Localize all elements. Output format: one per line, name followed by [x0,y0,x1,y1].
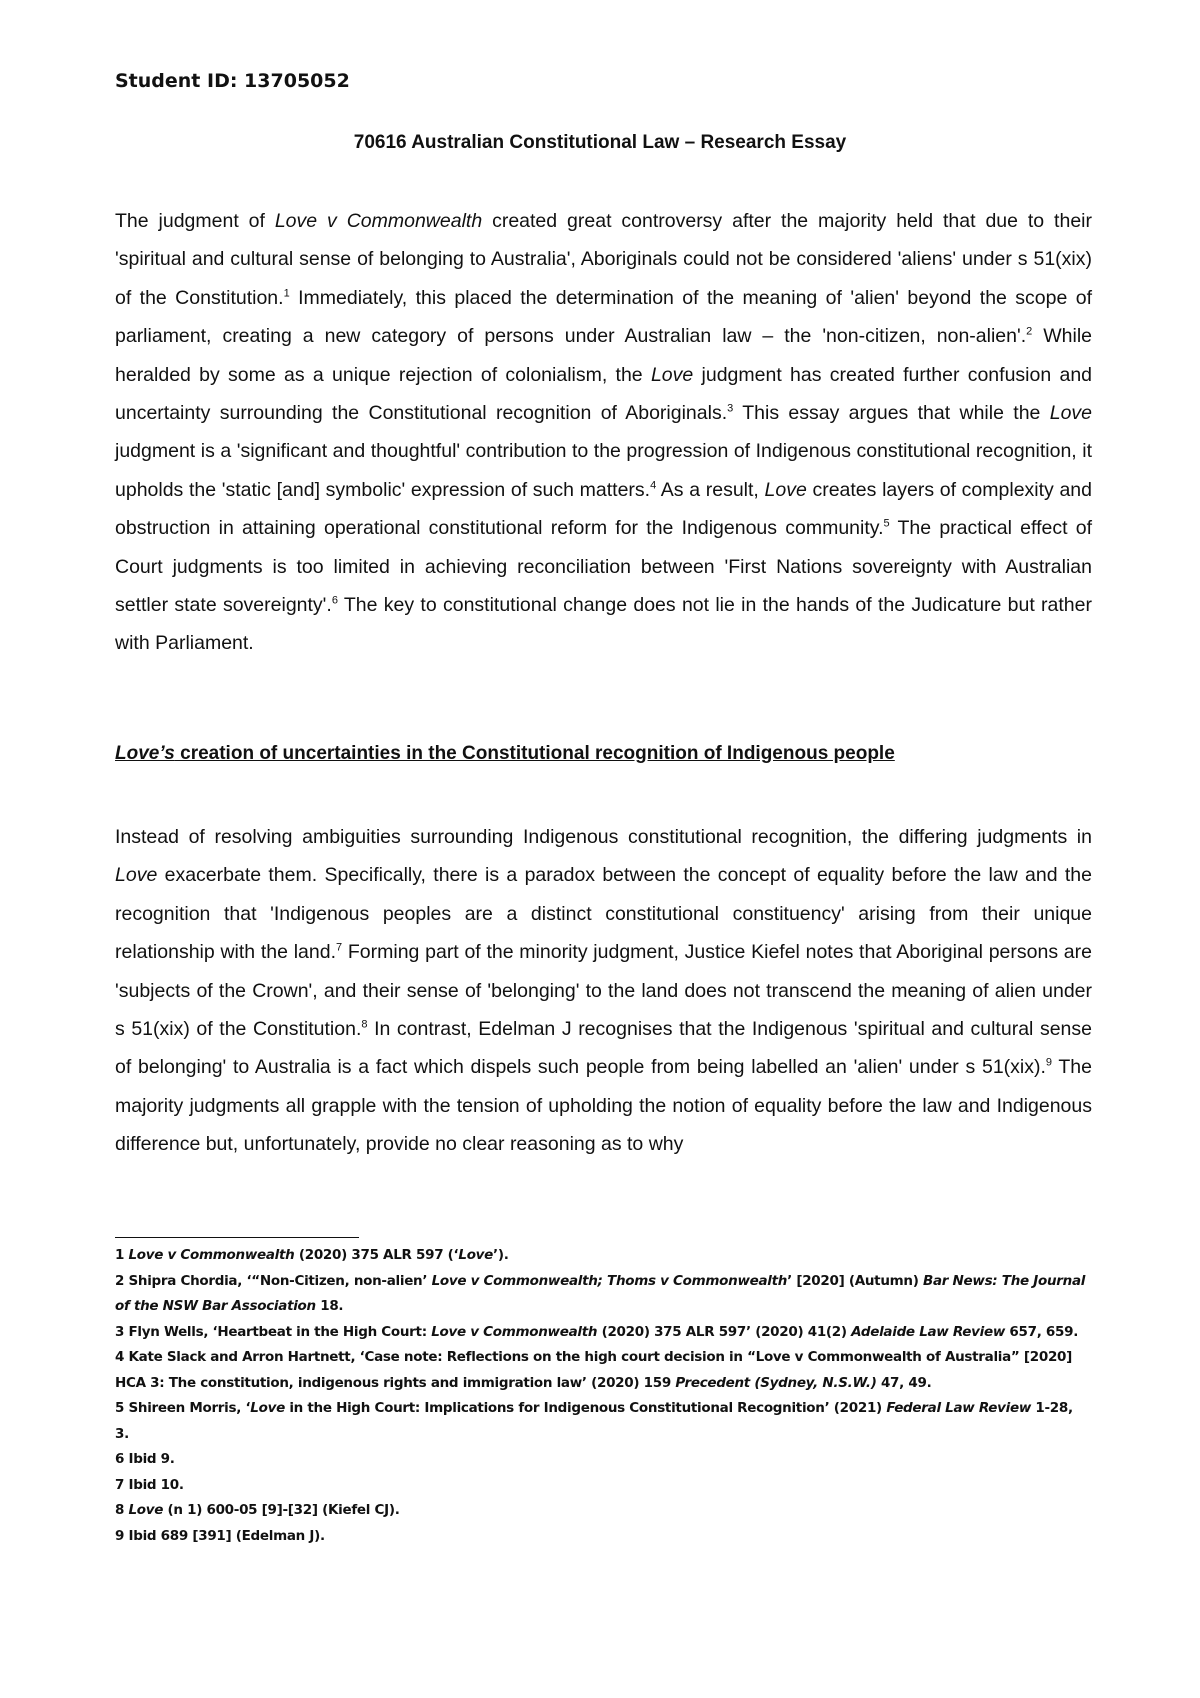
intro-paragraph [115,202,1092,663]
footnote-ref: 3 [727,402,734,415]
footnote-italic: Love v Commonwealth; Thoms v Commonwealth [431,1272,788,1289]
footnote-number: 4 [115,1349,129,1365]
text-run: exacerbate them. Specifically, there is a paradox between the concept of equality before the law and the recognition that 'Indigenous peoples are a distinct constitutional constituency' arising from their unique relationship with the land. [115,864,1092,964]
footnote-separator [115,1237,359,1238]
footnote-text: (2020) 375 ALR 597 (‘ [294,1247,459,1263]
student-id: Student ID: 13705052 [115,70,350,92]
footnote-italic: Adelaide Law Review [851,1323,1006,1340]
text-run: Instead of resolving ambiguities surrounding Indigenous constitutional recognition, the differing judgments in [115,826,1092,848]
footnote-number: 5 [115,1400,129,1416]
footnote-text: Flyn Wells, ‘Heartbeat in the High Court: [128,1323,432,1340]
footnote-text: 1-28, 3. [115,1400,1073,1442]
footnote-text: 657, 659. [1005,1323,1079,1340]
text-run: Forming part of the minority judgment, Justice Kiefel notes that Aboriginal persons are 'subjects of the Crown', and their sense of 'belonging' to the land does not transcend the meaning of alien under s 51(xix) of the Constitution. [115,941,1092,1041]
footnote-ref: 4 [650,479,657,492]
footnote-ref: 5 [883,517,890,530]
footnote-italic: Love [128,1502,164,1518]
text-run: creates layers of complexity and obstruction in attaining operational constitutional reform for the Indigenous community. [115,478,1092,540]
text-run: The judgment of [115,210,275,232]
heading-italic: Love’s [115,743,175,764]
footnote-italic: Precedent (Sydney, N.S.W.) [675,1374,877,1391]
footnote-number: 2 [115,1272,129,1289]
footnote-text: 47, 49. [876,1374,932,1391]
footnote-italic: Love v Commonwealth [128,1247,295,1263]
case-name: Love [1049,402,1093,425]
case-name: Love [650,363,694,386]
footnote-number: 1 [115,1247,129,1263]
footnote-text: (2020) 375 ALR 597’ (2020) 41(2) [597,1323,852,1340]
text-run: judgment is a 'significant and thoughtful' contribution to the progression of Indigenous constitutional recognition, it upholds the 'static [and] symbolic' expression of such matters. [115,440,1092,501]
footnote-text: in the High Court: Implications for Indigenous Constitutional Recognition’ (2021) [284,1400,887,1416]
text-run: Immediately, this placed the determination of the meaning of 'alien' beyond the scope of parliament, creating a new category of persons under Australian law – the 'non-citizen, non-alien'. [115,286,1092,348]
footnote-ref: 8 [361,1018,368,1031]
text-run: judgment has created further confusion and uncertainty surrounding the Constitutional recognition of Aboriginals. [115,363,1093,425]
footnote-text: Shipra Chordia, ‘“Non-Citizen, non-alien’ [128,1272,432,1289]
footnote-italic: Love [458,1247,494,1263]
footnote-italic: Love [250,1400,285,1416]
footnote-italic: Love v Commonwealth [431,1323,598,1340]
footnote-9: 9 Ibid 689 [391] (Edelman J). [115,1527,325,1544]
heading-text: creation of uncertainties in the Constitutional recognition of Indigenous people [174,743,895,764]
footnote-italic: Bar News: The Journal of the NSW Bar Association [115,1272,1086,1314]
footnote-3 [115,1320,1090,1346]
footnote-ref: 6 [331,594,338,607]
footnote-ref: 1 [283,287,290,300]
footnote-8 [115,1498,1090,1524]
text-run: The practical effect of Court judgments is too limited in achieving reconciliation between 'First Nations sovereignty with Australian settler state sovereignty'. [115,517,1092,617]
footnote-ref: 7 [336,941,343,954]
footnote-text: (n 1) 600-05 [9]-[32] (Kiefel CJ). [163,1502,400,1518]
text-run: In contrast, Edelman J recognises that the Indigenous 'spiritual and cultural sense of belonging' to Australia is a fact which dispels such people from being labelled an 'alien' under s 51(xix). [115,1018,1092,1079]
footnote-7: 7 Ibid 10. [115,1476,184,1493]
text-run: This essay argues that while the [733,402,1050,425]
section-heading [115,743,895,765]
case-name: Love [764,478,807,501]
footnote-4 [115,1345,1090,1396]
footnote-italic: Federal Law Review [886,1400,1031,1416]
footnote-2 [115,1269,1090,1320]
footnote-text: ’ [2020] (Autumn) [787,1272,923,1289]
footnote-text: Shireen Morris, ‘ [128,1400,251,1416]
footnote-text: 18. [315,1298,344,1314]
footnotes [115,1243,1090,1549]
footnote-ref: 2 [1026,325,1033,338]
case-name: Love v Commonwealth [274,210,483,232]
footnote-number: 3 [115,1323,129,1340]
footnote-ref: 9 [1045,1056,1053,1069]
footnote-text: Kate Slack and Arron Hartnett, ‘Case note: Reflections on the high court decision in “Love v Commonwealth of Australia” [2020] HCA 3: The constitution, indigenous rights and immigration law’ (2020) 159 [115,1349,1073,1391]
text-run: The majority judgments all grapple with the tension of upholding the notion of equality before the law and Indigenous difference but, unfortunately, provide no clear reasoning as to why [115,1056,1092,1156]
footnote-6: 6 Ibid 9. [115,1451,175,1467]
footnote-5 [115,1396,1090,1447]
footnote-1 [115,1243,1090,1269]
footnote-text: ’). [493,1247,509,1263]
text-run: created great controversy after the majority held that due to their 'spiritual and cultural sense of belonging to Australia', Aboriginals could not be considered 'aliens' under s 51(xix) of the Constitution. [115,210,1092,309]
footnote-number: 8 [115,1502,129,1518]
case-name: Love [115,864,158,887]
text-run: While heralded by some as a unique rejection of colonialism, the [115,325,1093,386]
body-paragraph [115,818,1092,1164]
essay-title: 70616 Australian Constitutional Law – Research Essay [353,132,847,153]
text-run: The key to constitutional change does not lie in the hands of the Judicature but rather with Parliament. [115,594,1092,655]
text-run: As a result, [656,478,765,501]
